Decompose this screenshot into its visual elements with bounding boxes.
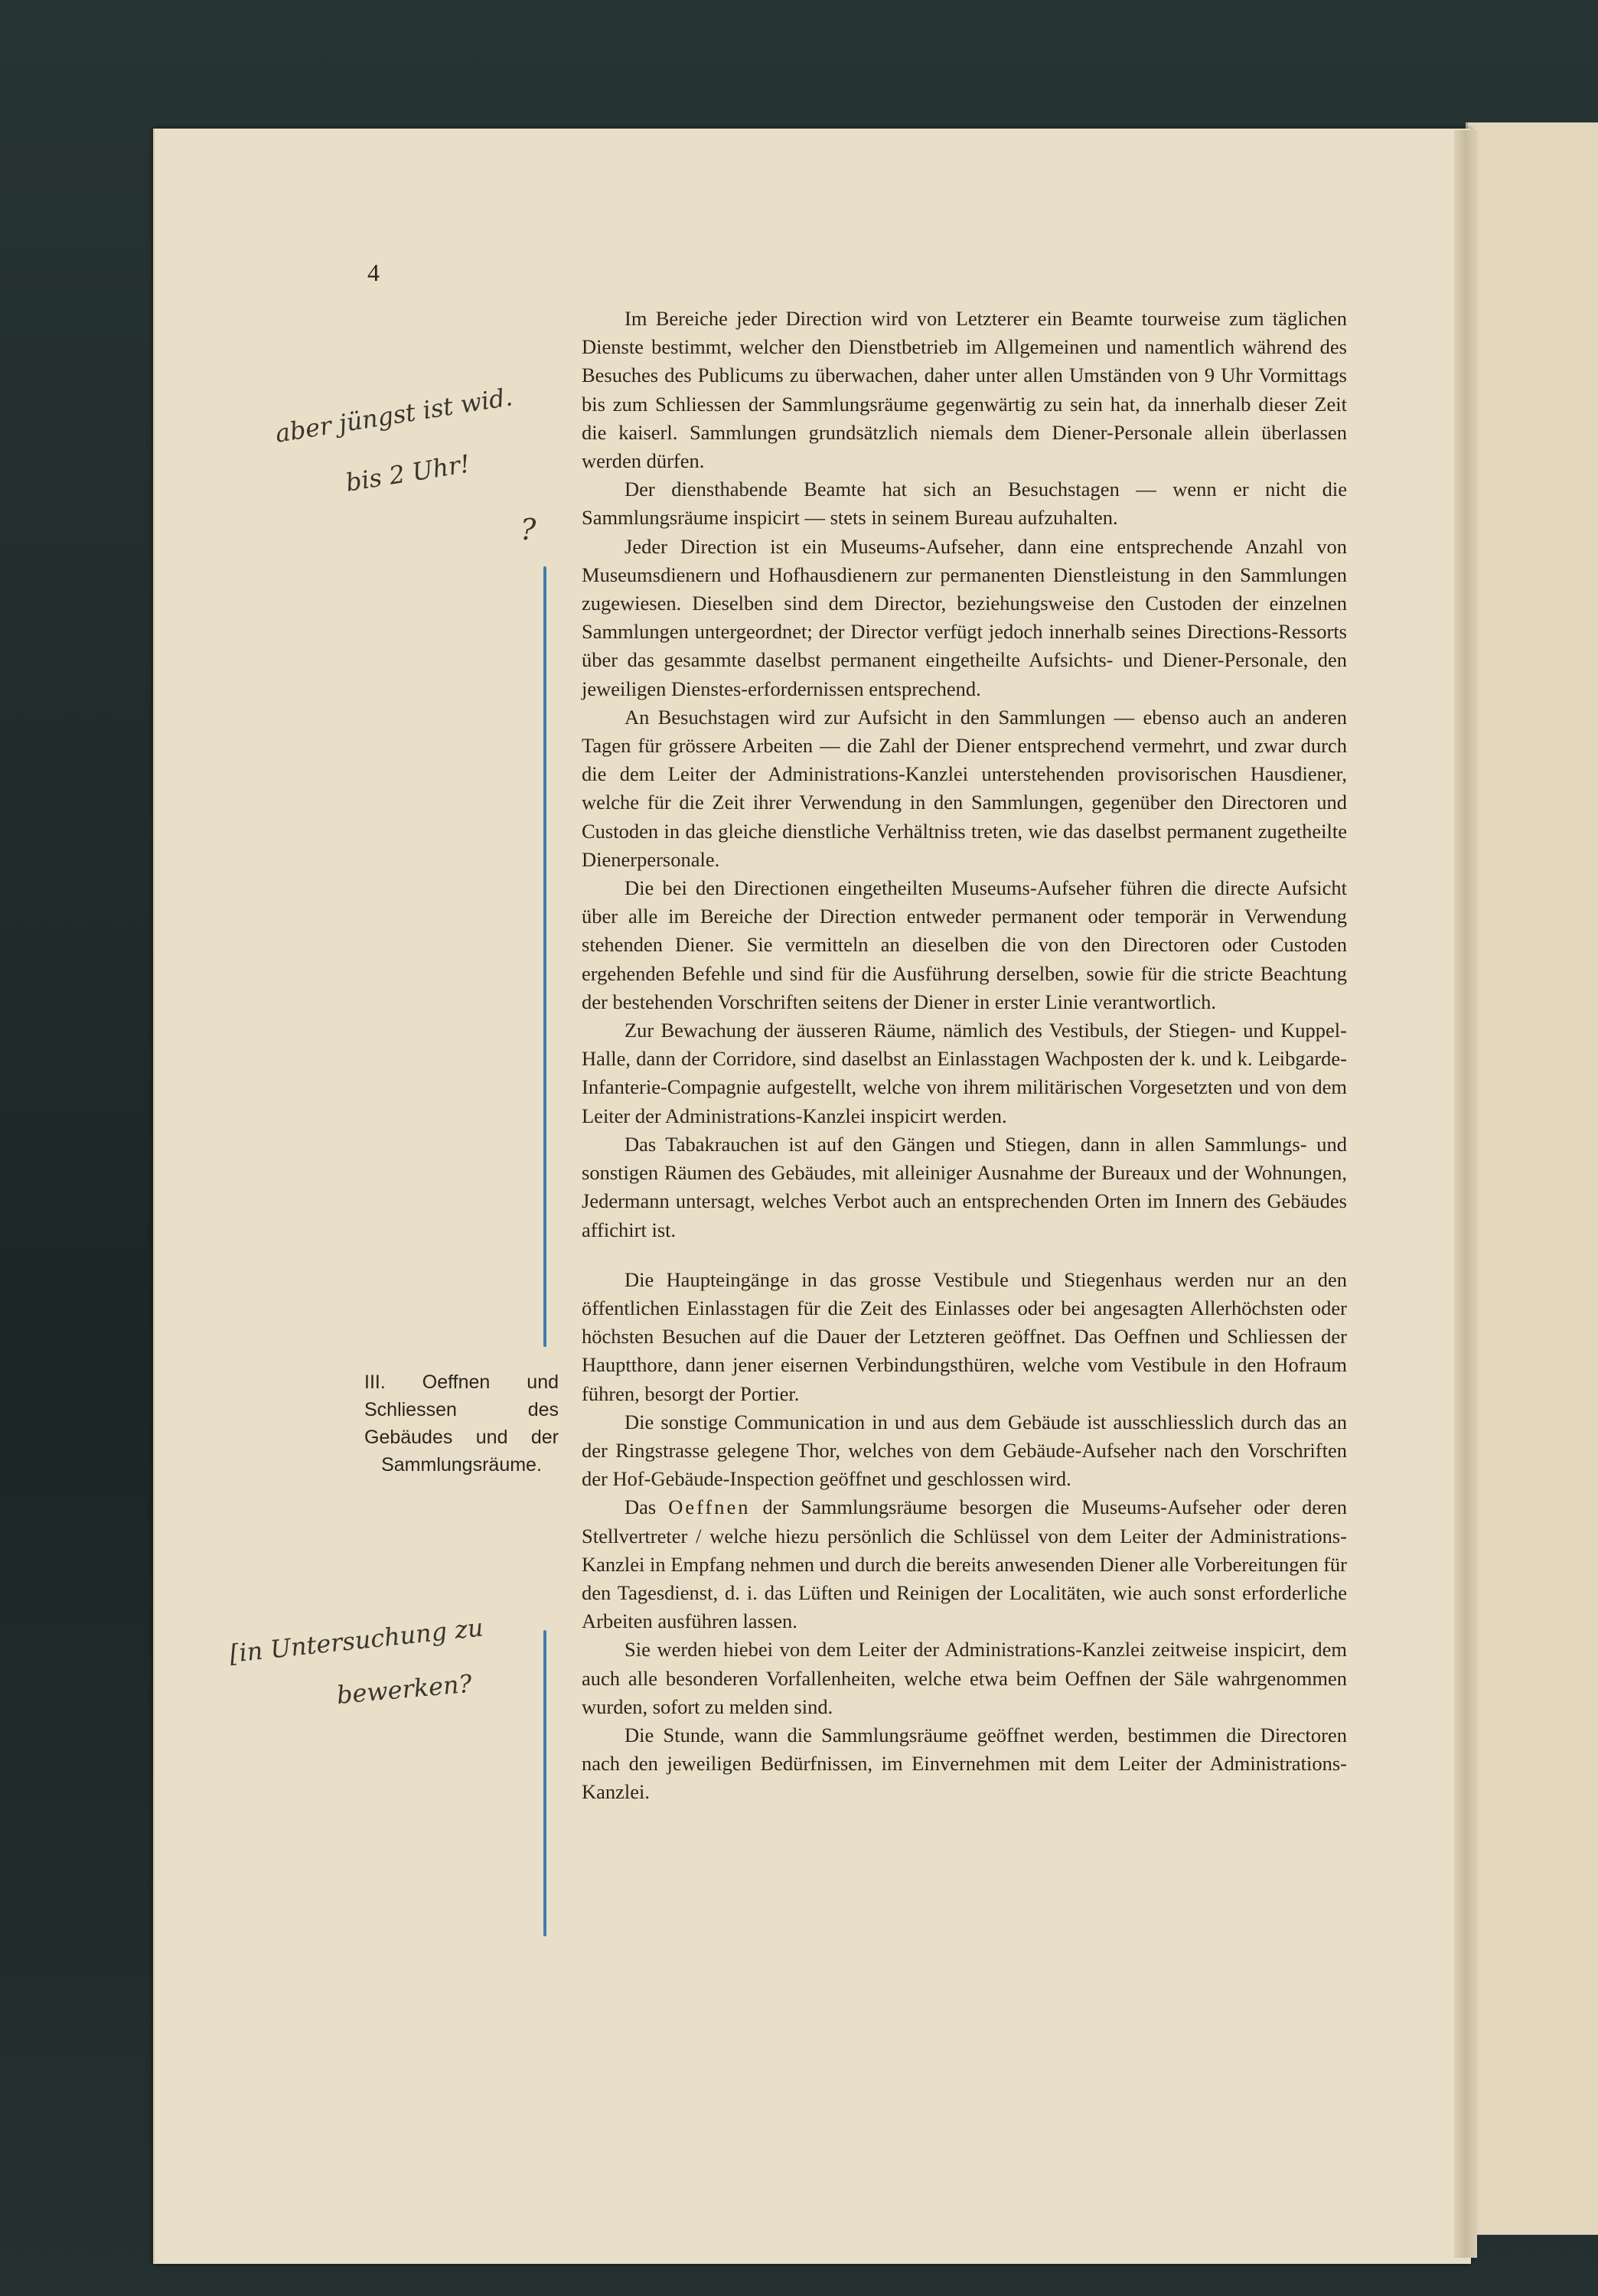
margin-note-1-line-2: bis 2 Uhr! bbox=[344, 448, 472, 497]
section-paragraph: Die Haupteingänge in das grosse Vestibule und Stiegenhaus werden nur an den öffentlichen Einlasstagen für die Zeit des Einlasses oder bei angesagten Allerhöchsten oder höchsten Besuchen auf die Dauer der Letzteren geöffnet. Das Oeffnen und Schliessen der Hauptthore, dann jener eisernen Verbindungsthüren, welche vom Vestibule in den Hofraum führen, besorgt der Portier. bbox=[582, 1267, 1347, 1405]
blue-pencil-margin-line-lower bbox=[543, 1630, 546, 1936]
closing-paragraph: Sie werden hiebei von dem Leiter der Administrations-Kanzlei zeitweise inspicirt, dem auch alle besonderen Vorfallenheiten, welche etwa beim Oeffnen der Säle wahrgenommen wurden, sofort zu melden sind. bbox=[582, 1638, 1347, 1718]
section-paragraph: Die sonstige Communication in und aus dem Gebäude ist ausschliesslich durch das an der Ringstrasse gelegene Thor, welches von dem Gebäude-Aufseher nach den Vorschriften der Hof-Gebäude-Inspection geöffnet und geschlossen wird. bbox=[582, 1410, 1347, 1491]
margin-note-question-mark: ? bbox=[520, 513, 536, 546]
page-number: 4 bbox=[367, 259, 380, 286]
book-spine bbox=[1454, 130, 1477, 2258]
main-text-column bbox=[582, 305, 1347, 1807]
paragraph: Jeder Direction ist ein Museums-Aufseher, dann eine entsprechende Anzahl von Museumsdienern und Hofhausdienern zur permanenten Dienstleistung in den Sammlungen zugewiesen. Dieselben sind dem Director, beziehungsweise den Custoden der einzelnen Sammlungen untergeordnet; der Director verfügt jedoch innerhalb seines Directions-Ressorts über das gesammte daselbst permanent eingetheilte Aufsichts- und Diener-Personale, den jeweiligen Dienstes-erfordernissen entsprechend. bbox=[582, 534, 1347, 700]
paragraph: Das Tabakrauchen ist auf den Gängen und Stiegen, dann in allen Sammlungs- und sonstigen Räumen des Gebäudes, mit alleiniger Ausnahme der Bureaux und der Wohnungen, Jedermann untersagt, welches Verbot auch an entsprechenden Orten im Innern des Gebäudes affichirt ist. bbox=[582, 1132, 1347, 1241]
oeffnen-lead: Das bbox=[625, 1495, 657, 1519]
oeffnen-spaced-word: Oeffnen bbox=[668, 1495, 751, 1519]
margin-note-3-line-2: bewerken? bbox=[335, 1668, 474, 1710]
blue-pencil-margin-line-upper bbox=[543, 566, 546, 1347]
margin-note-1-line-1: aber jüngst ist wid. bbox=[273, 382, 515, 448]
paragraph: Zur Bewachung der äusseren Räume, nämlich des Vestibuls, der Stiegen- und Kuppel-Halle, dann der Corridore, sind daselbst an Einlasstagen Wachposten der k. und k. Leibgarde-Infanterie-Compagnie aufgestellt, welche von ihrem militärischen Vorgesetzten und von dem Leiter der Administrations-Kanzlei inspicirt werden. bbox=[582, 1019, 1347, 1127]
next-page-edge bbox=[1466, 122, 1598, 2235]
margin-note-3-line-1: [in Untersuchung zu bbox=[228, 1613, 485, 1668]
section-side-heading: III. Oeffnen und Schliessen des Gebäudes und der Sammlungsräume. bbox=[364, 1371, 559, 1476]
paragraph: Der diensthabende Beamte hat sich an Besuchstagen — wenn er nicht die Sammlungsräume inspicirt — stets in seinem Bureau aufzuhalten. bbox=[582, 478, 1347, 530]
paragraph: Im Bereiche jeder Direction wird von Letzterer ein Beamte tourweise zum täglichen Dienste bestimmt, welcher den Dienstbetrieb im Allgemeinen und namentlich während des Besuches des Publicums zu überwachen, daher unter allen Umständen von 9 Uhr Vormittags bis zum Schliessen der Sammlungsräume gegenwärtig zu sein hat, da innerhalb dieser Zeit die kaiserl. Sammlungen grundsätzlich niemals dem Diener-Personale allein überlassen werden dürfen. bbox=[582, 307, 1347, 473]
paragraph: Die bei den Directionen eingetheilten Museums-Aufseher führen die directe Aufsicht über alle im Bereiche der Direction entweder permanent oder temporär in Verwendung stehenden Diener. Sie vermitteln an dieselben die von den Directoren oder Custoden ergehenden Befehle und sind für die Ausführung derselben, sowie für die stricte Beachtung der bestehenden Vorschriften seitens der Diener in erster Linie verantwortlich. bbox=[582, 876, 1347, 1013]
closing-paragraph: Die Stunde, wann die Sammlungsräume geöffnet werden, bestimmen die Directoren nach den jeweiligen Bedürfnissen, im Einvernehmen mit dem Leiter der Administrations-Kanzlei. bbox=[582, 1723, 1347, 1804]
oeffnen-paragraph bbox=[582, 1493, 1347, 1636]
oeffnen-rest: der Sammlungsräume besorgen die Museums-Aufseher oder deren Stellvertreter / welche hiezu persönlich die Schlüssel von dem Leiter der Administrations-Kanzlei in Empfang nehmen und durch die bereits anwesenden Diener alle Vorbereitungen für den Tagesdienst, d. i. das Lüften und Reinigen der Localitäten, wie auch sonst erforderliche Arbeiten ausführen lassen. bbox=[582, 1495, 1348, 1633]
paragraph: An Besuchstagen wird zur Aufsicht in den Sammlungen — ebenso auch an anderen Tagen für grössere Arbeiten — die Zahl der Diener entsprechend vermehrt, und zwar durch die dem Leiter der Administrations-Kanzlei unterstehenden provisorischen Hausdiener, welche für die Zeit ihrer Verwendung in den Sammlungen, gegenüber den Directoren und Custoden in das gleiche dienstliche Verhältniss treten, wie das daselbst permanent zugetheilte Dienerpersonale. bbox=[582, 705, 1347, 871]
